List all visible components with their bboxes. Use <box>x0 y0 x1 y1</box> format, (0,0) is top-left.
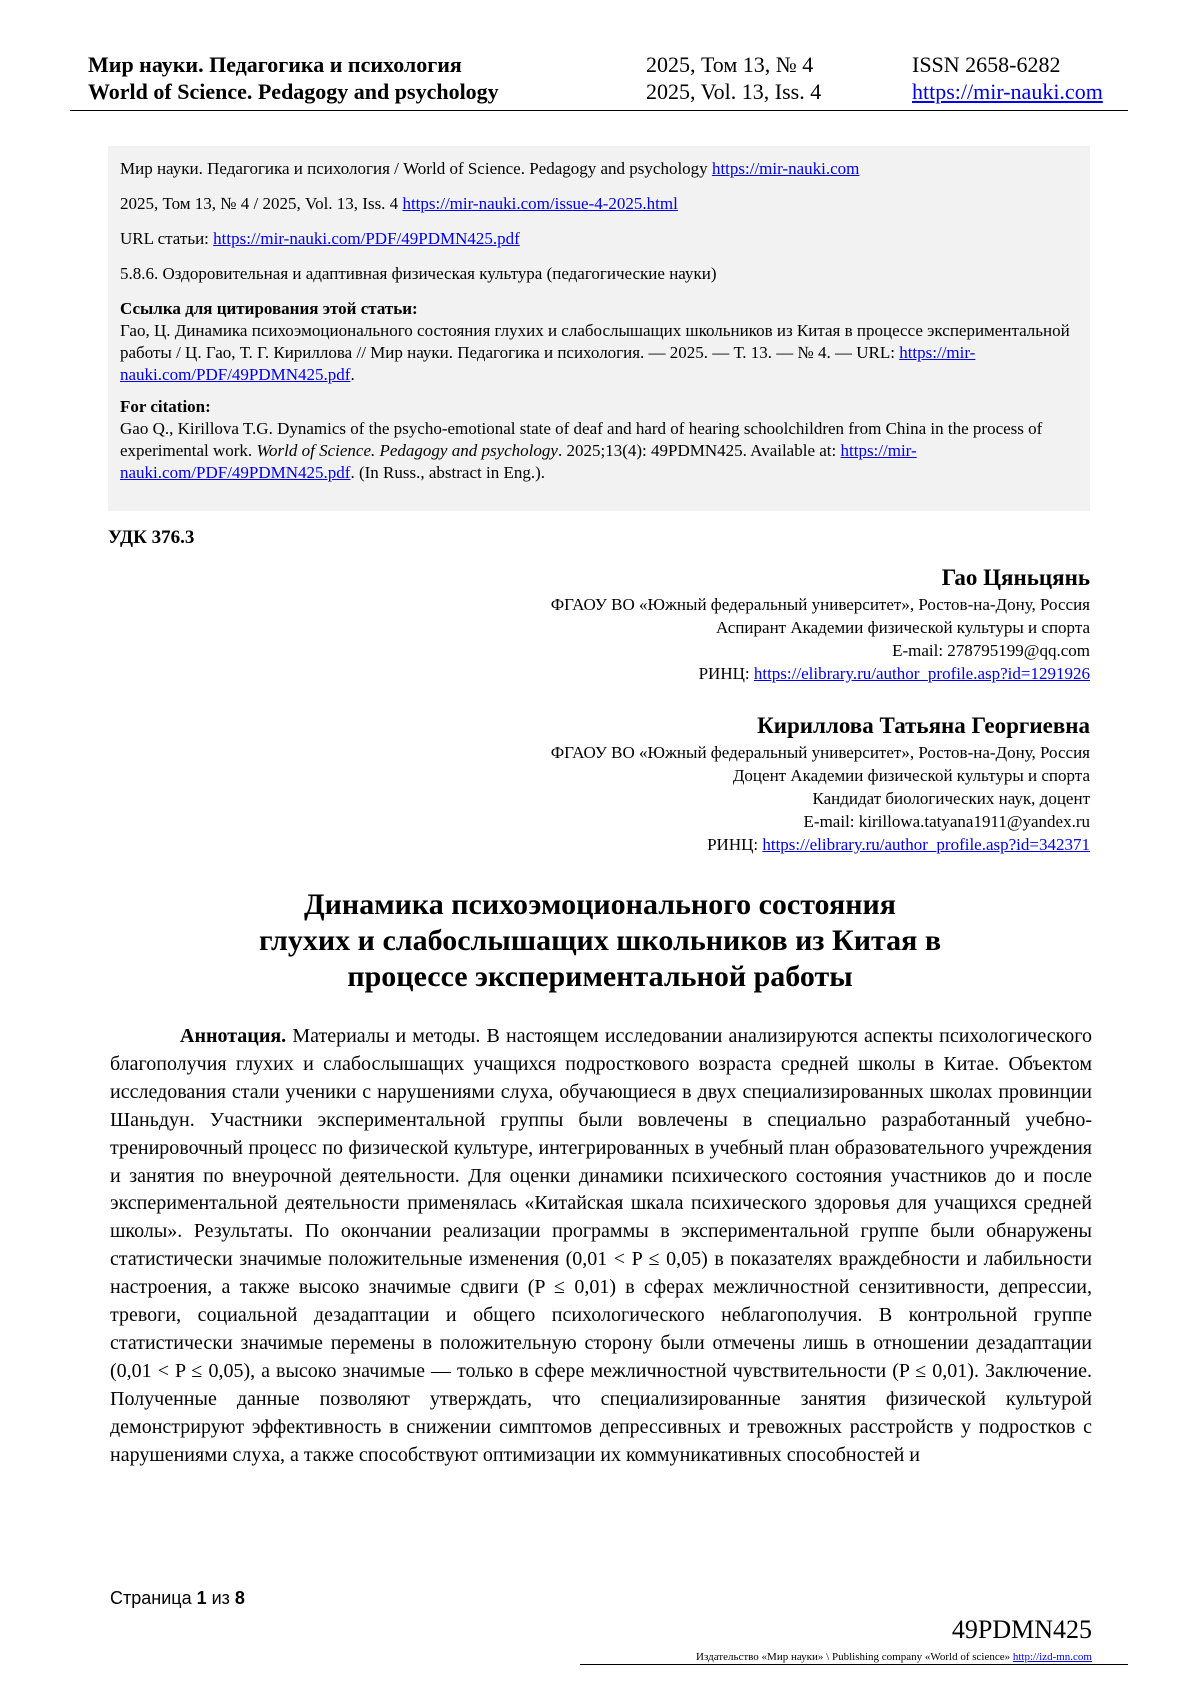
title-line: процессе экспериментальной работы <box>347 960 853 993</box>
en-citation-text: Gao Q., Kirillova T.G. Dynamics of the psycho-emotional state of deaf and hard of hearing schoolchildren from China in the process of experimental work. <box>120 419 1043 460</box>
journal-header <box>88 52 1128 106</box>
author-name: Кириллова Татьяна Георгиевна <box>757 713 1090 738</box>
journal-site-link[interactable]: https://mir-nauki.com <box>912 79 1103 104</box>
abstract-lead: Аннотация. <box>180 1025 287 1047</box>
publisher-line <box>696 1651 1092 1663</box>
page-current: 1 <box>196 1588 207 1608</box>
author-position: Доцент Академии физической культуры и спорта <box>732 766 1090 785</box>
author-block-2 <box>190 711 1090 856</box>
author-org: ФГАОУ ВО «Южный федеральный университет», Ростов-на-Дону, Россия <box>550 743 1090 762</box>
en-citation-heading: For citation: <box>120 397 211 416</box>
publisher-link[interactable]: http://izd-mn.com <box>1012 1651 1092 1663</box>
en-citation <box>120 418 1078 484</box>
info-url <box>120 228 1078 250</box>
info-journal-link[interactable]: https://mir-nauki.com <box>711 159 860 178</box>
abstract-text: Материалы и методы. В настоящем исследовании анализируются аспекты психологического благополучия глухих и слабослышащих учащихся подросткового возраста средней школы в Китае. Объектом исследования стали ученики с нарушениями слуха, обучающиеся в двух специализированных школах провинции Шаньдун. Участники экспериментальной группы были вовлечены в специально разработанный учебно-тренировочный процесс по физической культуре, интегрированных в учебный план образовательного учреждения и занятия по внеурочной деятельности. Для оценки динамики психического состояния участников до и после экспериментальной деятельности применялась «Китайская шкала психического здоровья для учащихся средней школы». Результаты. По окончании реализации программы в экспериментальной группе были обнаружены статистически значимые положительные изменения (0,01 < P ≤ 0,05) в показателях враждебности и лабильности настроения, а также высоко значимые сдвиги (P ≤ 0,01) в сферах межличностной сензитивности, депрессии, тревоги, социальной дезадаптации и общего психологического неблагополучия. В контрольной группе статистически значимые перемены в положительную сторону были отмечены лишь в отношении дезадаптации (0,01 < P ≤ 0,05), а высоко значимые — только в сфере межличностной чувствительности (P ≤ 0,01). Заключение. Полученные данные позволяют утверждать, что специализированные занятия физической культурой демонстрируют эффективность в снижении симптомов депрессивных и тревожных расстройств у подростков с нарушениями слуха, а также способствуют оптимизации их коммуникативных способностей и <box>110 1025 1092 1466</box>
info-journal-text: Мир науки. Педагогика и психология / World of Science. Pedagogy and psychology <box>120 159 712 178</box>
author-degree: Кандидат биологических наук, доцент <box>812 789 1090 808</box>
info-journal <box>120 158 1078 180</box>
info-issue <box>120 193 1078 215</box>
info-issue-text: 2025, Том 13, № 4 / 2025, Vol. 13, Iss. 4 <box>120 194 403 213</box>
issue-en: 2025, Vol. 13, Iss. 4 <box>646 79 822 104</box>
page-number <box>110 1588 245 1609</box>
title-line: Динамика психоэмоционального состояния <box>303 888 897 921</box>
info-issue-link[interactable]: https://mir-nauki.com/issue-4-2025.html <box>402 194 678 213</box>
footer-divider <box>580 1664 1128 1665</box>
en-citation-link[interactable]: https://mir-nauki.com/PDF/49PDMN425.pdf <box>120 441 917 482</box>
rinc-label: РИНЦ: <box>707 835 763 854</box>
title-line: глухих и слабослышащих школьников из Китая в <box>258 924 942 957</box>
author-position: Аспирант Академии физической культуры и спорта <box>715 618 1090 637</box>
ru-citation-end: . <box>350 365 355 384</box>
ru-citation-heading: Ссылка для цитирования этой статьи: <box>120 299 418 318</box>
publisher-text: Издательство «Мир науки» \ Publishing company «World of science» <box>696 1651 1013 1663</box>
page-total: 8 <box>234 1588 245 1608</box>
en-citation-journal: World of Science. Pedagogy and psychology <box>256 441 558 460</box>
article-title <box>150 887 1050 995</box>
rinc-link[interactable]: https://elibrary.ru/author_profile.asp?id=1291926 <box>753 664 1090 683</box>
issn: ISSN 2658-6282 <box>912 52 1061 77</box>
author-name: Гао Цяньцянь <box>941 565 1090 590</box>
info-url-label: URL статьи: <box>120 229 214 248</box>
info-article-link[interactable]: https://mir-nauki.com/PDF/49PDMN425.pdf <box>213 229 520 248</box>
udk-code: УДК 376.3 <box>108 527 195 548</box>
article-info-box <box>108 146 1090 511</box>
author-rinc <box>190 833 1090 856</box>
en-citation-end: . (In Russ., abstract in Eng.). <box>350 463 545 482</box>
page-mid: из <box>206 1588 235 1608</box>
ru-citation-text: Гао, Ц. Динамика психоэмоционального состояния глухих и слабослышащих школьников из Китая в процессе экспериментальной работы / Ц. Гао, Т. Г. Кириллова // Мир науки. Педагогика и психология. — 2025. — Т. 13. — № 4. — URL: <box>120 321 1070 362</box>
author-email: E-mail: 278795199@qq.com <box>892 641 1090 660</box>
journal-title-en: World of Science. Pedagogy and psychology <box>88 79 499 104</box>
rinc-label: РИНЦ: <box>698 664 754 683</box>
ru-citation-link[interactable]: https://mir-nauki.com/PDF/49PDMN425.pdf <box>120 343 976 384</box>
ru-citation <box>120 320 1078 386</box>
info-specialty: 5.8.6. Оздоровительная и адаптивная физическая культура (педагогические науки) <box>120 264 717 283</box>
page-prefix: Страница <box>110 1588 197 1608</box>
journal-title-ru: Мир науки. Педагогика и психология <box>88 52 462 77</box>
author-block-1 <box>190 563 1090 685</box>
author-email: E-mail: kirillowa.tatyana1911@yandex.ru <box>803 812 1090 831</box>
author-rinc <box>190 662 1090 685</box>
issue-ru: 2025, Том 13, № 4 <box>646 52 814 77</box>
author-org: ФГАОУ ВО «Южный федеральный университет», Ростов-на-Дону, Россия <box>550 595 1090 614</box>
en-citation-mid: . 2025;13(4): 49PDMN425. Available at: <box>557 441 841 460</box>
header-divider <box>70 110 1128 111</box>
abstract-paragraph <box>110 1023 1092 1470</box>
article-code: 49PDMN425 <box>951 1615 1092 1644</box>
rinc-link[interactable]: https://elibrary.ru/author_profile.asp?id=342371 <box>762 835 1090 854</box>
